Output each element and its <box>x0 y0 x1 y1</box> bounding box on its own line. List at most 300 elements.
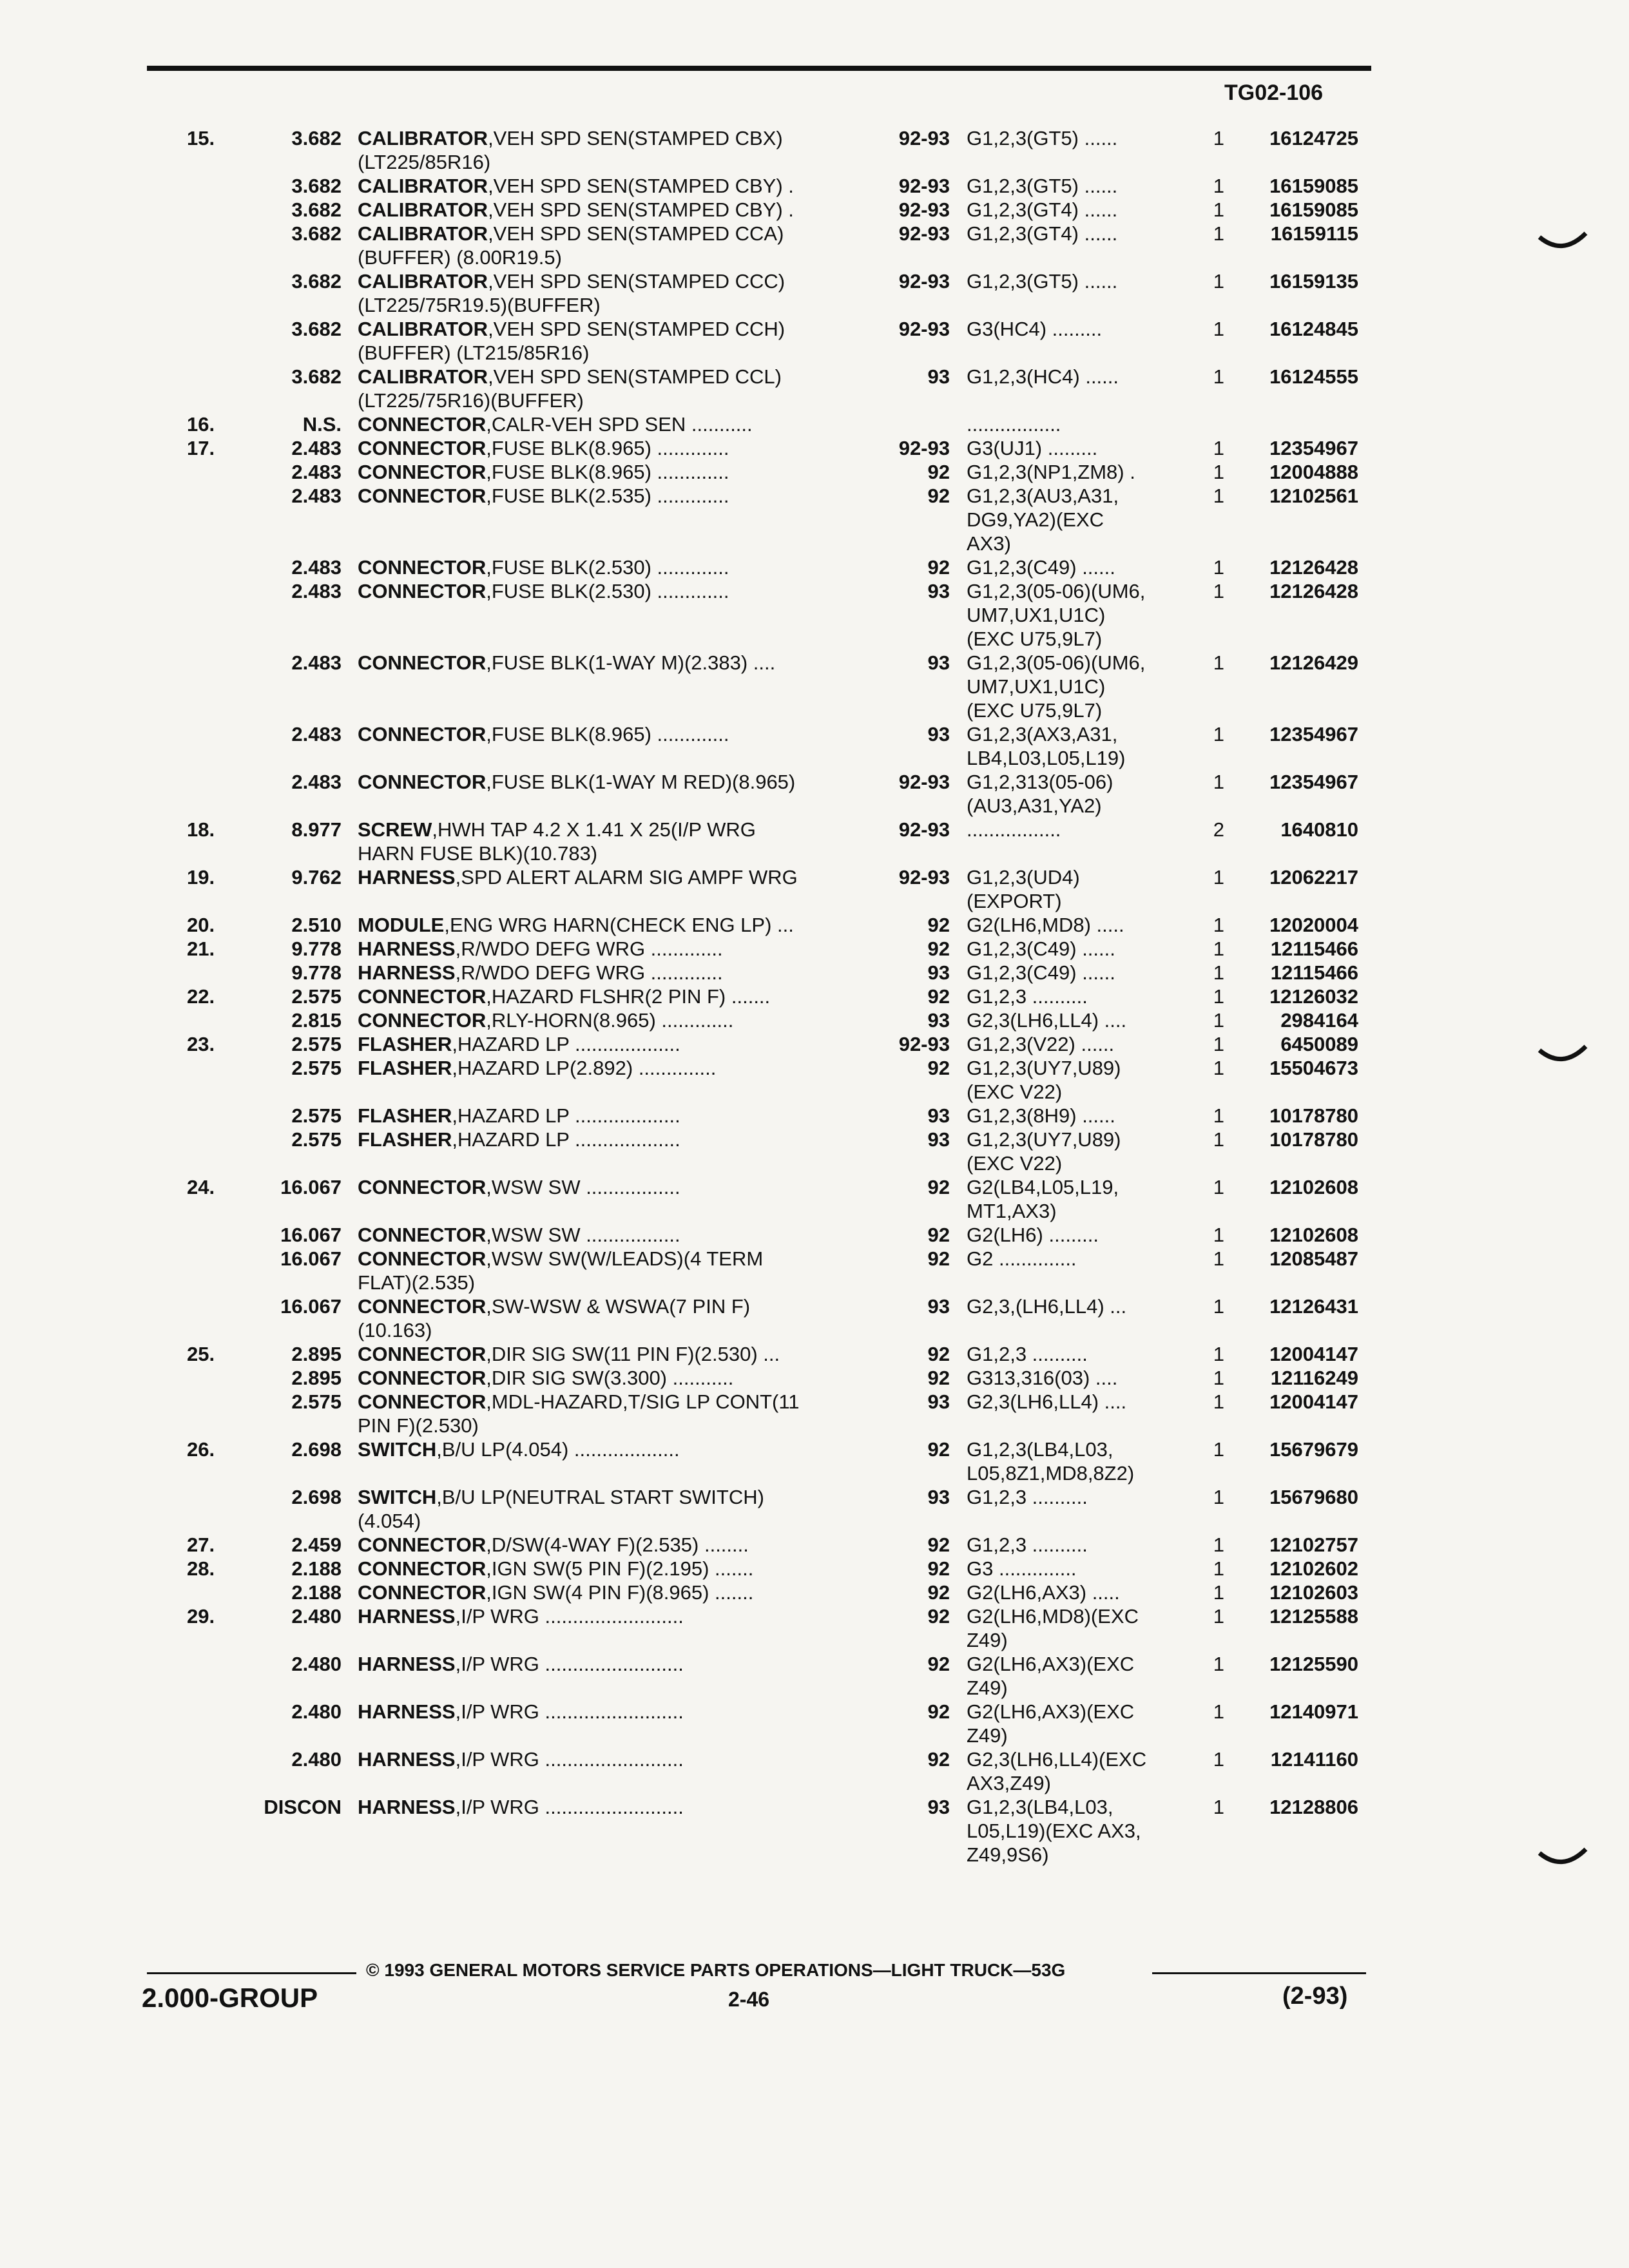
part-details: ,FUSE BLK(2.530) ............. <box>486 556 729 579</box>
footer-rule-right <box>1152 1972 1366 1974</box>
item-number: 17. <box>187 437 215 459</box>
model-year: 93 <box>927 1104 950 1127</box>
table-row <box>0 1724 1629 1747</box>
quantity: 1 <box>1213 1104 1224 1127</box>
part-name: CONNECTOR <box>358 1581 487 1604</box>
description <box>358 1747 873 1771</box>
table-row <box>0 1008 1629 1032</box>
part-name: CALIBRATOR <box>358 222 488 245</box>
table-row <box>0 1104 1629 1128</box>
part-number: 16124725 <box>1269 127 1358 149</box>
part-name: CONNECTOR <box>358 1557 487 1580</box>
part-number: 12102603 <box>1269 1581 1358 1604</box>
description <box>358 293 873 317</box>
part-details: HARN FUSE BLK)(10.783) <box>358 842 598 865</box>
part-details: ,IGN SW(5 PIN F)(2.195) ....... <box>486 1557 754 1580</box>
part-details: ,D/SW(4-WAY F)(2.535) ........ <box>486 1533 749 1556</box>
table-row <box>0 1461 1629 1485</box>
part-details: ,VEH SPD SEN(STAMPED CCC) <box>488 270 786 293</box>
illustration-ref: 2.483 <box>291 651 342 674</box>
model-year: 93 <box>927 365 950 388</box>
table-row <box>0 579 1629 603</box>
model-year: 92 <box>927 1605 950 1628</box>
quantity: 1 <box>1213 1390 1224 1413</box>
table-row <box>0 508 1629 532</box>
part-details: ,WSW SW ................. <box>486 1224 680 1246</box>
part-number: 12004888 <box>1269 461 1358 483</box>
application-codes: G1,2,3(NP1,ZM8) . <box>967 461 1135 483</box>
part-name: CONNECTOR <box>358 556 487 579</box>
part-number: 6450089 <box>1280 1033 1358 1055</box>
table-row <box>0 150 1629 174</box>
application-codes: G1,2,3(UD4) <box>967 866 1080 889</box>
quantity: 1 <box>1213 437 1224 459</box>
table-row <box>0 412 1629 436</box>
description <box>358 722 873 746</box>
quantity: 1 <box>1213 127 1224 149</box>
part-details: ,B/U LP(4.054) ................... <box>436 1438 680 1461</box>
model-year: 92 <box>927 1533 950 1556</box>
part-name: HARNESS <box>358 1796 456 1818</box>
part-name: FLASHER <box>358 1128 452 1151</box>
model-year: 93 <box>927 1390 950 1413</box>
part-name: CONNECTOR <box>358 771 487 793</box>
part-name: SWITCH <box>358 1438 437 1461</box>
description <box>358 1604 873 1628</box>
model-year: 92-93 <box>898 1033 950 1055</box>
illustration-ref: 2.895 <box>291 1343 342 1365</box>
description <box>358 1128 873 1151</box>
description <box>358 1795 873 1819</box>
illustration-ref: 2.483 <box>291 461 342 483</box>
table-row <box>0 460 1629 484</box>
illustration-ref: N.S. <box>302 413 342 436</box>
application-codes: G1,2,3(C49) ...... <box>967 556 1115 579</box>
description <box>358 341 873 365</box>
table-row <box>0 1199 1629 1223</box>
model-year: 92 <box>927 556 950 579</box>
part-number: 12126032 <box>1269 985 1358 1008</box>
table-row <box>0 1294 1629 1318</box>
model-year: 92-93 <box>898 771 950 793</box>
application-codes: MT1,AX3) <box>967 1200 1057 1222</box>
part-details: PIN F)(2.530) <box>358 1414 479 1437</box>
table-row <box>0 985 1629 1008</box>
illustration-ref: 2.575 <box>291 1033 342 1055</box>
part-details: ,FUSE BLK(1-WAY M)(2.383) .... <box>486 651 776 674</box>
table-row <box>0 436 1629 460</box>
application-codes: (EXPORT) <box>967 890 1062 912</box>
application-codes: G2(LH6,AX3)(EXC <box>967 1653 1135 1675</box>
description <box>358 389 873 412</box>
description <box>358 365 873 389</box>
application-codes: G1,2,3(05-06)(UM6, <box>967 580 1146 602</box>
item-number: 25. <box>187 1343 215 1365</box>
part-name: CONNECTOR <box>358 1176 487 1198</box>
table-row <box>0 770 1629 794</box>
part-name: FLASHER <box>358 1104 452 1127</box>
part-number: 16159085 <box>1269 175 1358 197</box>
model-year: 92 <box>927 914 950 936</box>
model-year: 93 <box>927 651 950 674</box>
application-codes: G1,2,3(AX3,A31, <box>967 723 1118 745</box>
item-number: 22. <box>187 985 215 1008</box>
group-label: 2.000-GROUP <box>142 1983 318 2013</box>
model-year: 92 <box>927 1581 950 1604</box>
part-number: 15504673 <box>1269 1057 1358 1079</box>
application-codes: G1,2,3(UY7,U89) <box>967 1057 1121 1079</box>
description <box>358 222 873 245</box>
table-row <box>0 651 1629 675</box>
quantity: 1 <box>1213 1653 1224 1675</box>
part-name: FLASHER <box>358 1033 452 1055</box>
model-year: 92 <box>927 1748 950 1771</box>
table-row <box>0 341 1629 365</box>
model-year: 92-93 <box>898 818 950 841</box>
description <box>358 579 873 603</box>
part-number: 12126428 <box>1269 580 1358 602</box>
table-row <box>0 1056 1629 1080</box>
part-number: 12115466 <box>1270 937 1358 960</box>
table-row <box>0 1557 1629 1581</box>
application-codes: (EXC V22) <box>967 1081 1063 1103</box>
table-row <box>0 317 1629 341</box>
application-codes: LB4,L03,L05,L19) <box>967 747 1126 769</box>
description <box>358 245 873 269</box>
part-name: CONNECTOR <box>358 1295 487 1318</box>
model-year: 93 <box>927 1295 950 1318</box>
application-codes: Z49) <box>967 1677 1008 1699</box>
part-name: CONNECTOR <box>358 1390 487 1413</box>
part-name: HARNESS <box>358 1748 456 1771</box>
table-row <box>0 1533 1629 1557</box>
part-name: HARNESS <box>358 1700 456 1723</box>
table-row <box>0 532 1629 555</box>
model-year: 92-93 <box>898 866 950 889</box>
illustration-ref: 2.480 <box>291 1748 342 1771</box>
model-year: 92 <box>927 1343 950 1365</box>
table-row <box>0 484 1629 508</box>
part-number: 12085487 <box>1269 1247 1358 1270</box>
table-row <box>0 222 1629 245</box>
table-row <box>0 126 1629 150</box>
model-year: 92 <box>927 937 950 960</box>
table-row <box>0 1652 1629 1676</box>
part-details: (4.054) <box>358 1510 421 1532</box>
model-year: 92-93 <box>898 437 950 459</box>
description <box>358 150 873 174</box>
description <box>358 269 873 293</box>
description <box>358 1533 873 1557</box>
table-row <box>0 1700 1629 1724</box>
quantity: 1 <box>1213 1486 1224 1508</box>
part-name: HARNESS <box>358 1605 456 1628</box>
illustration-ref: 2.575 <box>291 1057 342 1079</box>
table-row <box>0 1819 1629 1843</box>
model-year: 92 <box>927 485 950 507</box>
part-number: 15679680 <box>1269 1486 1358 1508</box>
application-codes: G1,2,313(05-06) <box>967 771 1113 793</box>
table-row <box>0 1581 1629 1604</box>
part-number: 12102602 <box>1269 1557 1358 1580</box>
quantity: 1 <box>1213 1247 1224 1270</box>
part-details: ,FUSE BLK(8.965) ............. <box>486 461 729 483</box>
table-row <box>0 1628 1629 1652</box>
part-details: ,DIR SIG SW(3.300) ........... <box>486 1367 734 1389</box>
application-codes: L05,L19)(EXC AX3, <box>967 1820 1141 1842</box>
part-name: CONNECTOR <box>358 1247 487 1270</box>
part-name: CONNECTOR <box>358 1367 487 1389</box>
item-number: 20. <box>187 914 215 936</box>
part-name: CONNECTOR <box>358 437 487 459</box>
application-codes: G1,2,3 .......... <box>967 1343 1088 1365</box>
part-details: (LT225/75R16)(BUFFER) <box>358 389 584 412</box>
description <box>358 1652 873 1676</box>
description <box>358 1509 873 1533</box>
quantity: 1 <box>1213 556 1224 579</box>
description <box>358 460 873 484</box>
part-details: ,FUSE BLK(2.530) ............. <box>486 580 729 602</box>
table-row <box>0 1342 1629 1366</box>
illustration-ref: 2.459 <box>291 1533 342 1556</box>
part-number: 12354967 <box>1269 437 1358 459</box>
part-details: ,HAZARD LP ................... <box>452 1128 680 1151</box>
illustration-ref: 2.480 <box>291 1605 342 1628</box>
model-year: 92 <box>927 1224 950 1246</box>
table-row <box>0 746 1629 770</box>
description <box>358 770 873 794</box>
quantity: 1 <box>1213 914 1224 936</box>
application-codes: G1,2,3(GT5) ...... <box>967 270 1118 293</box>
model-year: 92 <box>927 1176 950 1198</box>
illustration-ref: 3.682 <box>291 127 342 149</box>
application-codes: (EXC U75,9L7) <box>967 699 1103 722</box>
item-number: 15. <box>187 127 215 149</box>
part-details: (BUFFER) (8.00R19.5) <box>358 246 562 269</box>
part-number: 16124845 <box>1269 318 1358 340</box>
part-number: 12062217 <box>1269 866 1358 889</box>
quantity: 1 <box>1213 1128 1224 1151</box>
description <box>358 1366 873 1390</box>
quantity: 1 <box>1213 1438 1224 1461</box>
table-row <box>0 1604 1629 1628</box>
part-name: CONNECTOR <box>358 985 487 1008</box>
model-year: 92-93 <box>898 270 950 293</box>
quantity: 1 <box>1213 580 1224 602</box>
description <box>358 412 873 436</box>
part-number: 16159085 <box>1269 198 1358 221</box>
quantity: 1 <box>1213 175 1224 197</box>
application-codes: L05,8Z1,MD8,8Z2) <box>967 1462 1135 1485</box>
part-number: 12102608 <box>1269 1176 1358 1198</box>
quantity: 1 <box>1213 961 1224 984</box>
table-row <box>0 675 1629 698</box>
application-codes: G2(LH6,MD8)(EXC <box>967 1605 1139 1628</box>
model-year: 92-93 <box>898 175 950 197</box>
model-year: 92 <box>927 1653 950 1675</box>
application-codes: G1,2,3(C49) ...... <box>967 961 1115 984</box>
quantity: 1 <box>1213 1295 1224 1318</box>
part-name: CALIBRATOR <box>358 175 488 197</box>
description <box>358 961 873 985</box>
illustration-ref: 2.188 <box>291 1581 342 1604</box>
description <box>358 865 873 889</box>
binder-hole-mark <box>1537 231 1588 256</box>
application-codes: G2,3(LH6,LL4)(EXC <box>967 1748 1147 1771</box>
part-details: ,MDL-HAZARD,T/SIG LP CONT(11 <box>486 1390 800 1413</box>
application-codes: AX3) <box>967 532 1011 555</box>
description <box>358 985 873 1008</box>
application-codes: G1,2,3(GT4) ...... <box>967 198 1118 221</box>
table-row <box>0 293 1629 317</box>
quantity: 1 <box>1213 866 1224 889</box>
part-details: ,FUSE BLK(8.965) ............. <box>486 437 729 459</box>
quantity: 1 <box>1213 365 1224 388</box>
part-name: CONNECTOR <box>358 1533 487 1556</box>
part-details: ,WSW SW ................. <box>486 1176 680 1198</box>
part-details: ,I/P WRG ......................... <box>455 1700 684 1723</box>
table-row <box>0 1795 1629 1819</box>
part-details: ,R/WDO DEFG WRG ............. <box>455 961 723 984</box>
application-codes: G1,2,3 .......... <box>967 1533 1088 1556</box>
description <box>358 436 873 460</box>
table-row <box>0 1271 1629 1294</box>
illustration-ref: 9.778 <box>291 961 342 984</box>
illustration-ref: 2.483 <box>291 771 342 793</box>
part-details: ,I/P WRG ......................... <box>455 1653 684 1675</box>
item-number: 28. <box>187 1557 215 1580</box>
quantity: 1 <box>1213 1533 1224 1556</box>
illustration-ref: 2.483 <box>291 485 342 507</box>
illustration-ref: 2.575 <box>291 985 342 1008</box>
illustration-ref: 3.682 <box>291 198 342 221</box>
application-codes: G1,2,3(LB4,L03, <box>967 1796 1113 1818</box>
table-row <box>0 698 1629 722</box>
application-codes: G1,2,3 .......... <box>967 985 1088 1008</box>
table-row <box>0 1676 1629 1700</box>
part-details: FLAT)(2.535) <box>358 1271 476 1294</box>
table-row <box>0 1414 1629 1437</box>
table-row <box>0 937 1629 961</box>
part-name: MODULE <box>358 914 445 936</box>
part-details: ,SW-WSW & WSWA(7 PIN F) <box>486 1295 751 1318</box>
application-codes: G1,2,3(C49) ...... <box>967 937 1115 960</box>
illustration-ref: 3.682 <box>291 365 342 388</box>
description <box>358 1294 873 1318</box>
part-name: SWITCH <box>358 1486 437 1508</box>
description <box>358 1390 873 1414</box>
description <box>358 651 873 675</box>
part-name: CALIBRATOR <box>358 270 488 293</box>
part-details: ,SPD ALERT ALARM SIG AMPF WRG <box>455 866 798 889</box>
part-details: ,DIR SIG SW(11 PIN F)(2.530) ... <box>486 1343 780 1365</box>
illustration-ref: 3.682 <box>291 175 342 197</box>
model-year: 93 <box>927 1128 950 1151</box>
part-name: CONNECTOR <box>358 485 487 507</box>
part-number: 12102757 <box>1269 1533 1358 1556</box>
table-row <box>0 1485 1629 1509</box>
table-row <box>0 555 1629 579</box>
part-number: 12126428 <box>1269 556 1358 579</box>
table-row <box>0 722 1629 746</box>
quantity: 1 <box>1213 651 1224 674</box>
item-number: 21. <box>187 937 215 960</box>
application-codes: (EXC V22) <box>967 1152 1063 1175</box>
part-number: 16124555 <box>1269 365 1358 388</box>
illustration-ref: 3.682 <box>291 222 342 245</box>
part-details: ,ENG WRG HARN(CHECK ENG LP) ... <box>444 914 794 936</box>
item-number: 26. <box>187 1438 215 1461</box>
part-number: 15679679 <box>1269 1438 1358 1461</box>
table-row <box>0 1747 1629 1771</box>
quantity: 1 <box>1213 1343 1224 1365</box>
description <box>358 1414 873 1437</box>
illustration-ref: 2.575 <box>291 1128 342 1151</box>
part-number: 12125588 <box>1269 1605 1358 1628</box>
part-details: ,FUSE BLK(8.965) ............. <box>486 723 729 745</box>
table-row <box>0 389 1629 412</box>
application-codes: G2 .............. <box>967 1247 1077 1270</box>
part-number: 12128806 <box>1269 1796 1358 1818</box>
application-codes: G1,2,3(GT5) ...... <box>967 127 1118 149</box>
part-number: 12140971 <box>1269 1700 1358 1723</box>
table-row <box>0 1366 1629 1390</box>
illustration-ref: 3.682 <box>291 270 342 293</box>
application-codes: G1,2,3(GT5) ...... <box>967 175 1118 197</box>
part-name: CONNECTOR <box>358 580 487 602</box>
application-codes: G3(UJ1) ......... <box>967 437 1098 459</box>
part-details: ,WSW SW(W/LEADS)(4 TERM <box>486 1247 764 1270</box>
item-number: 27. <box>187 1533 215 1556</box>
model-year: 93 <box>927 723 950 745</box>
quantity: 1 <box>1213 1009 1224 1032</box>
application-codes: (EXC U75,9L7) <box>967 628 1103 650</box>
description <box>358 937 873 961</box>
quantity: 1 <box>1213 461 1224 483</box>
quantity: 1 <box>1213 985 1224 1008</box>
part-number: 12020004 <box>1269 914 1358 936</box>
description <box>358 174 873 198</box>
model-year: 92 <box>927 461 950 483</box>
quantity: 1 <box>1213 270 1224 293</box>
part-number: 12126431 <box>1269 1295 1358 1318</box>
quantity: 1 <box>1213 771 1224 793</box>
application-codes: UM7,UX1,U1C) <box>967 604 1106 626</box>
application-codes: G2(LB4,L05,L19, <box>967 1176 1119 1198</box>
quantity: 1 <box>1213 1557 1224 1580</box>
quantity: 1 <box>1213 1581 1224 1604</box>
part-details: ,I/P WRG ......................... <box>455 1748 684 1771</box>
illustration-ref: 16.067 <box>280 1224 342 1246</box>
part-name: SCREW <box>358 818 432 841</box>
part-number: 12126429 <box>1269 651 1358 674</box>
page-code: TG02-106 <box>1224 81 1324 105</box>
quantity: 1 <box>1213 937 1224 960</box>
illustration-ref: 16.067 <box>280 1176 342 1198</box>
copyright-notice: © 1993 GENERAL MOTORS SERVICE PARTS OPERATIONS—LIGHT TRUCK—53G <box>366 1960 1066 1980</box>
illustration-ref: 16.067 <box>280 1247 342 1270</box>
description <box>358 1437 873 1461</box>
part-number: 12125590 <box>1269 1653 1358 1675</box>
part-number: 1640810 <box>1280 818 1358 841</box>
description <box>358 1104 873 1128</box>
model-year: 92-93 <box>898 318 950 340</box>
table-row <box>0 1223 1629 1247</box>
illustration-ref: 2.483 <box>291 580 342 602</box>
part-details: ,FUSE BLK(2.535) ............. <box>486 485 729 507</box>
part-details: ,I/P WRG ......................... <box>455 1796 684 1818</box>
quantity: 1 <box>1213 1796 1224 1818</box>
